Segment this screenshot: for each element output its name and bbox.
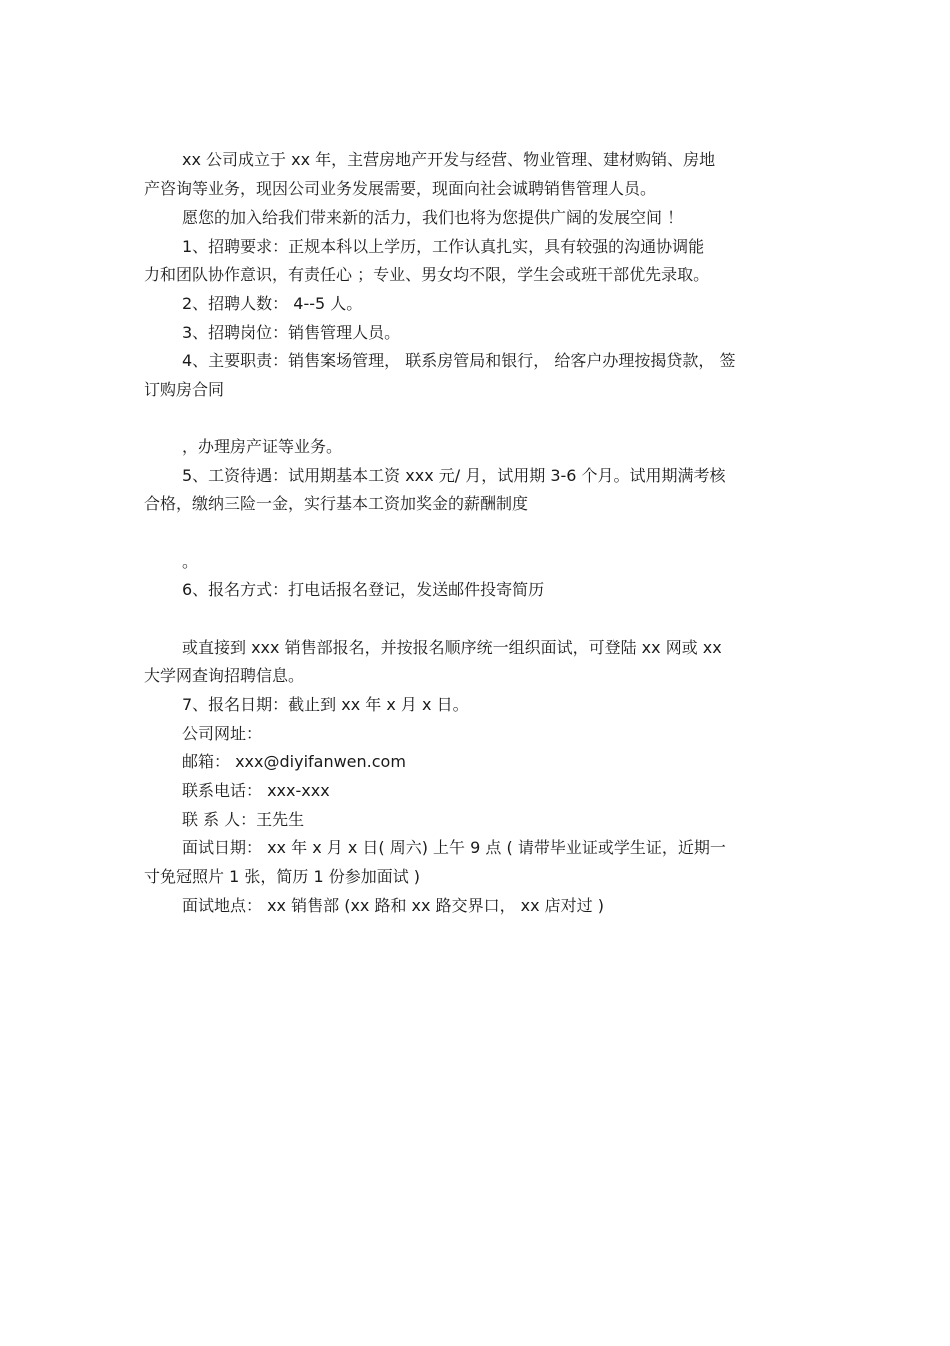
interview-date-line-2: 寸免冠照片 1 张，简历 1 份参加面试 ) — [144, 867, 421, 886]
requirements-line-2: 力和团队协作意识，有责任心 ；专业、男女均不限，学生会或班干部优先录取。 — [144, 265, 710, 284]
application-method-line-2: 或直接到 xxx 销售部报名，并按报名顺序统一组织面试，可登陆 xx 网或 xx — [182, 638, 722, 657]
interview-date-line-1: 面试日期： xx 年 x 月 x 日( 周六) 上午 9 点 ( 请带毕业证或学生证，近期一 — [182, 838, 726, 857]
application-method-line-1: 6、报名方式：打电话报名登记，发送邮件投寄简历 — [182, 580, 545, 599]
deadline-line: 7、报名日期：截止到 xx 年 x 月 x 日。 — [182, 695, 469, 714]
email-line: 邮箱： xxx@diyifanwen.com — [182, 752, 406, 771]
position-line: 3、招聘岗位：销售管理人员。 — [182, 323, 401, 342]
salary-line-1: 5、工资待遇：试用期基本工资 xxx 元/ 月，试用期 3-6 个月。试用期满考核 — [182, 466, 726, 485]
contact-person-line: 联 系 人：王先生 — [182, 810, 305, 829]
intro-line-1: xx 公司成立于 xx 年，主营房地产开发与经营、物业管理、建材购销、房地 — [182, 150, 716, 169]
requirements-line-1: 1、招聘要求：正规本科以上学历，工作认真扎实，具有较强的沟通协调能 — [182, 237, 705, 256]
headcount-line: 2、招聘人数： 4--5 人。 — [182, 294, 363, 313]
application-method-line-3: 大学网查询招聘信息。 — [144, 666, 305, 685]
duties-line-1: 4、主要职责：销售案场管理， 联系房管局和银行， 给客户办理按揭贷款， 签 — [182, 351, 736, 370]
salary-line-2: 合格，缴纳三险一金，实行基本工资加奖金的薪酬制度 — [144, 494, 529, 513]
duties-line-3: ，办理房产证等业务。 — [182, 437, 343, 456]
website-line: 公司网址： — [182, 724, 263, 743]
phone-line: 联系电话： xxx-xxx — [182, 781, 330, 800]
intro-line-2: 产咨询等业务，现因公司业务发展需要，现面向社会诚聘销售管理人员。 — [144, 179, 657, 198]
welcome-line: 愿您的加入给我们带来新的活力，我们也将为您提供广阔的发展空间 ！ — [182, 208, 684, 227]
salary-line-3: 。 — [182, 552, 199, 571]
interview-location-line: 面试地点： xx 销售部 (xx 路和 xx 路交界口， xx 店对过 ) — [182, 896, 605, 915]
duties-line-2: 订购房合同 — [144, 380, 225, 399]
